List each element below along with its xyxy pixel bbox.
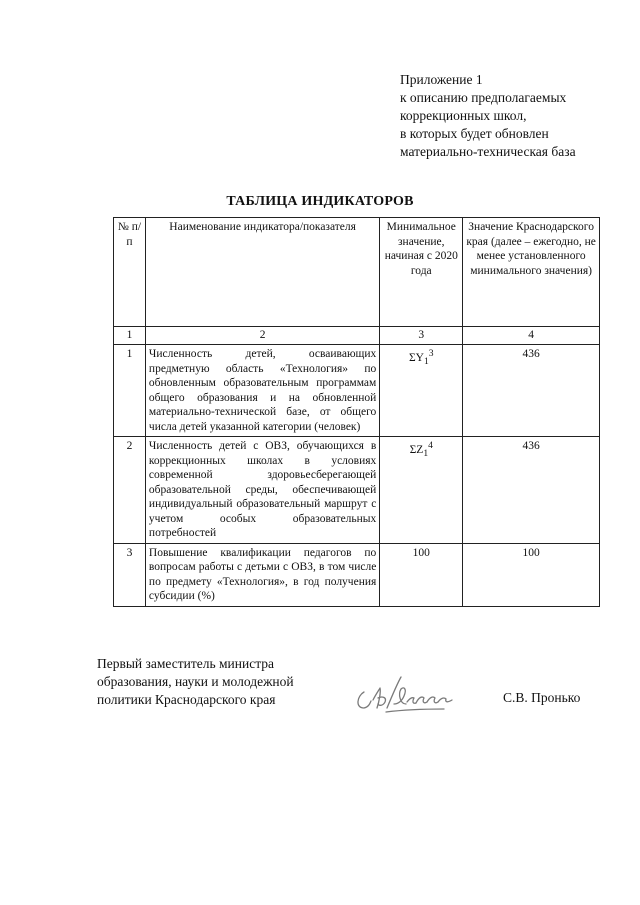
table-row <box>114 543 600 606</box>
min-sup: 3 <box>428 348 434 359</box>
row-value: 436 <box>463 437 600 544</box>
row-value: 100 <box>463 543 600 606</box>
column-number: 1 <box>114 327 146 345</box>
row-min <box>380 437 463 544</box>
indicators-table <box>113 217 600 607</box>
table-row <box>114 437 600 544</box>
handwritten-signature <box>352 674 462 718</box>
header-min: Минимальное значение, начиная с 2020 года <box>380 218 463 327</box>
page-title: ТАБЛИЦА ИНДИКАТОРОВ <box>226 194 414 209</box>
signer-line: политики Краснодарского края <box>97 692 276 707</box>
table-row <box>114 345 600 437</box>
signer-line: Первый заместитель министра <box>97 656 275 671</box>
min-base: ΣZ <box>409 443 424 456</box>
column-number: 3 <box>380 327 463 345</box>
appendix-note <box>400 71 576 161</box>
signer-line: образования, науки и молодежной <box>97 674 294 689</box>
row-num: 2 <box>114 437 146 544</box>
row-name: Численность детей, осваивающих предметную область «Технология» по обновленным образовательным программам общего образования и на обновленной материально-технической базе, от общего числа детей указанной категории (человек) <box>145 345 379 437</box>
appendix-line: к описанию предполагаемых <box>400 90 567 105</box>
signer-position <box>97 655 294 709</box>
row-num: 1 <box>114 345 146 437</box>
min-base: ΣY <box>408 351 424 364</box>
table-header-row <box>114 218 600 327</box>
appendix-line: в которых будет обновлен <box>400 126 549 141</box>
row-name: Повышение квалификации педагогов по вопросам работы с детьми с ОВЗ, в том числе по предмету «Технология», в год получения субсидии (%) <box>145 543 379 606</box>
row-value: 436 <box>463 345 600 437</box>
header-name: Наименование индикатора/показателя <box>145 218 379 327</box>
column-number-row <box>114 327 600 345</box>
min-sub: 1 <box>423 448 429 460</box>
signer-name: С.В. Пронько <box>503 690 581 705</box>
appendix-line: материально-техническая база <box>400 144 576 159</box>
appendix-line: коррекционных школ, <box>400 108 527 123</box>
header-num: № п/п <box>114 218 146 327</box>
min-sup: 4 <box>428 440 433 451</box>
column-number: 2 <box>145 327 379 345</box>
header-value: Значение Краснодарского края (далее – ежегодно, не менее установленного минимального значения) <box>463 218 600 327</box>
row-name: Численность детей с ОВЗ, обучающихся в коррекционных школах в условиях современной здоровьесберегающей образовательной среды, обеспечивающей индивидуальный образовательный маршрут с учетом особых образовательных потребностей <box>145 437 379 544</box>
row-min <box>380 345 463 437</box>
row-num: 3 <box>114 543 146 606</box>
appendix-line: Приложение 1 <box>400 72 483 87</box>
min-base: 100 <box>412 546 430 559</box>
min-sub: 1 <box>423 356 429 368</box>
row-min <box>380 543 463 606</box>
column-number: 4 <box>463 327 600 345</box>
